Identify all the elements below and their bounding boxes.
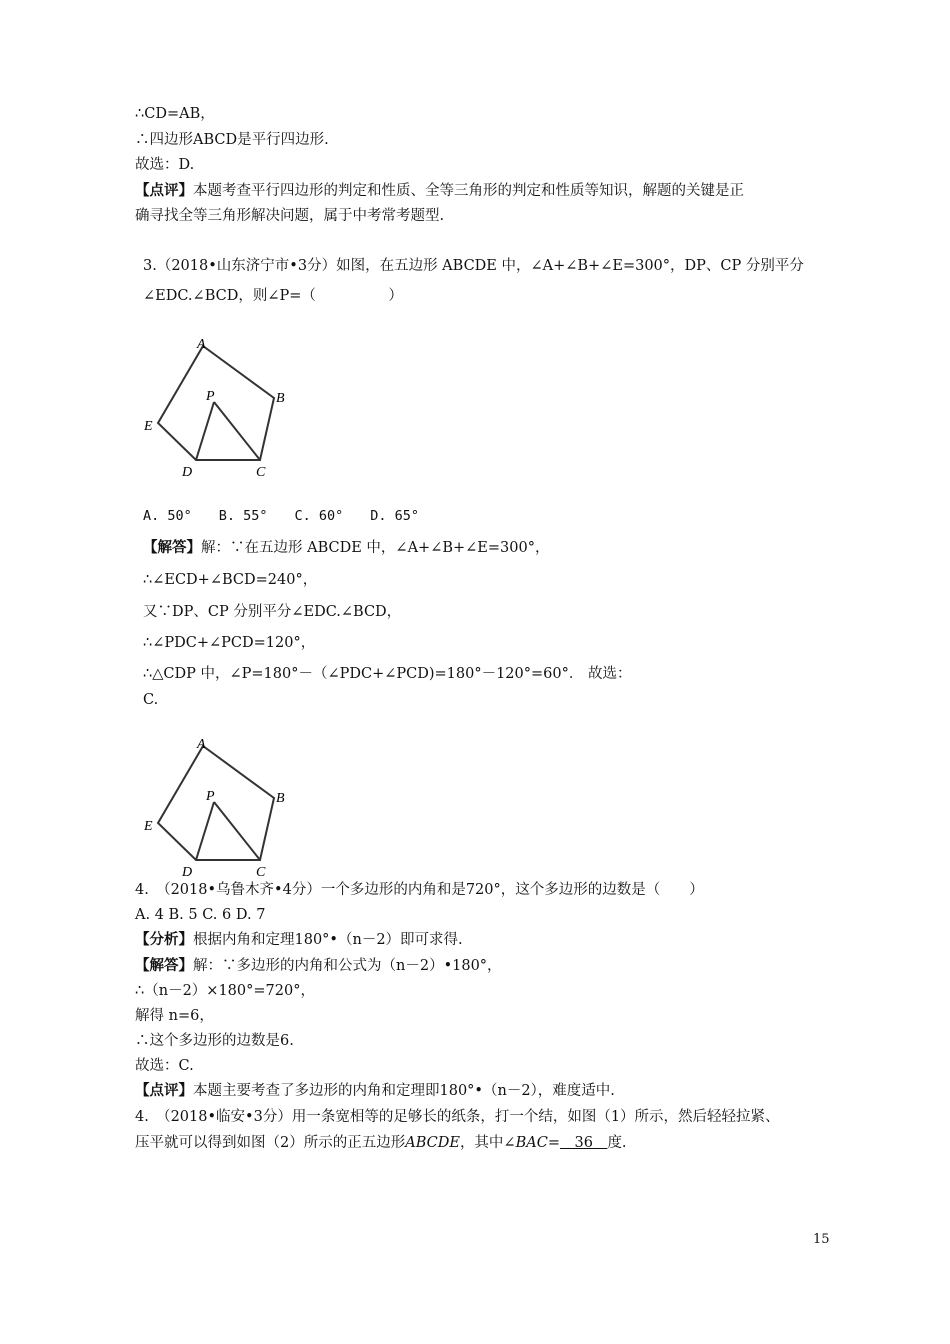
- text-line: ∴四边形ABCD是平行四边形.: [135, 132, 329, 148]
- answer-line: ∴这个多边形的边数是6.: [135, 1033, 294, 1049]
- label-a: A: [197, 337, 206, 352]
- label-e: E: [144, 419, 153, 434]
- analysis-line: [135, 930, 463, 950]
- angle-name: BAC: [515, 1135, 548, 1151]
- answer-line: ∴∠PDC+∠PCD=120°，: [143, 635, 316, 651]
- answer-line: 解得 n=6，: [135, 1008, 214, 1024]
- question-3-stem-2: ∠EDC.∠BCD，则∠P=（ ）: [143, 288, 403, 304]
- comment-text: 本题考查平行四边形的判定和性质、全等三角形的判定和性质等知识，解题的关键是正: [193, 183, 744, 199]
- answer-blank: 36: [559, 1135, 608, 1151]
- analysis-tag: 【分析】: [135, 931, 193, 948]
- label-e: E: [144, 819, 153, 834]
- answer-line: 故选：C.: [135, 1058, 194, 1074]
- answer-line: ∴（n－2）×180°=720°，: [135, 983, 315, 999]
- comment-tag: 【点评】: [135, 182, 193, 199]
- pentagon-figure-1: [138, 330, 298, 484]
- question-3-stem: 3.（2018•山东济宁市•3分）如图，在五边形 ABCDE 中，∠A+∠B+∠E=300°，DP、CP 分别平分: [143, 258, 804, 274]
- question-3-options: A. 50° B. 55° C. 60° D. 65°: [143, 508, 420, 524]
- answer-text: 解：∵在五边形 ABCDE 中，∠A+∠B+∠E=300°，: [201, 540, 550, 556]
- stem-text: 压平就可以得到如图（2）所示的正五边形: [135, 1135, 406, 1151]
- answer-line: ∴△CDP 中，∠P=180°－（∠PDC+∠PCD)=180°－120°=60°． 故选：: [143, 666, 632, 682]
- label-p: P: [206, 789, 215, 804]
- text-line: 确寻找全等三角形解决问题，属于中考常考题型.: [135, 208, 445, 224]
- stem-text: ，其中∠: [459, 1135, 516, 1151]
- label-b: B: [276, 391, 285, 406]
- label-p: P: [206, 389, 215, 404]
- comment-text: 本题主要考查了多边形的内角和定理即180°•（n－2），难度适中.: [193, 1083, 615, 1099]
- question-4b-stem-2: [135, 1133, 627, 1153]
- answer-line: [143, 538, 549, 558]
- comment-line: [135, 1081, 615, 1101]
- equals-sign: =: [547, 1135, 560, 1151]
- label-d: D: [182, 465, 193, 480]
- label-c: C: [256, 465, 266, 480]
- answer-line: C.: [143, 692, 159, 708]
- label-a: A: [197, 737, 206, 752]
- label-d: D: [182, 865, 193, 880]
- label-b: B: [276, 791, 285, 806]
- stem-text: 度.: [607, 1135, 627, 1151]
- comment-line: [135, 181, 744, 201]
- answer-line: [135, 956, 502, 976]
- text-line: 故选：D.: [135, 157, 195, 173]
- answer-tag: 【解答】: [143, 539, 201, 556]
- analysis-text: 根据内角和定理180°•（n－2）即可求得.: [193, 932, 463, 948]
- label-c: C: [256, 865, 266, 880]
- text-line: ∴CD=AB，: [135, 106, 215, 122]
- answer-line: 又∵DP、CP 分别平分∠EDC.∠BCD，: [143, 604, 402, 620]
- page-number: 15: [813, 1232, 830, 1247]
- comment-tag: 【点评】: [135, 1082, 193, 1099]
- question-4-stem: 4. （2018•乌鲁木齐•4分）一个多边形的内角和是720°，这个多边形的边数是（ ）: [135, 882, 704, 898]
- answer-text: 解：∵多边形的内角和公式为（n－2）•180°，: [193, 958, 502, 974]
- question-4b-stem: 4. （2018•临安•3分）用一条宽相等的足够长的纸条，打一个结，如图（1）所示，然后轻轻拉紧、: [135, 1109, 780, 1125]
- shape-name: ABCDE: [405, 1135, 460, 1151]
- pentagon-figure-2: [138, 730, 298, 884]
- question-4-options: A. 4 B. 5 C. 6 D. 7: [135, 907, 266, 923]
- answer-line: ∴∠ECD+∠BCD=240°，: [143, 572, 318, 588]
- answer-tag: 【解答】: [135, 957, 193, 974]
